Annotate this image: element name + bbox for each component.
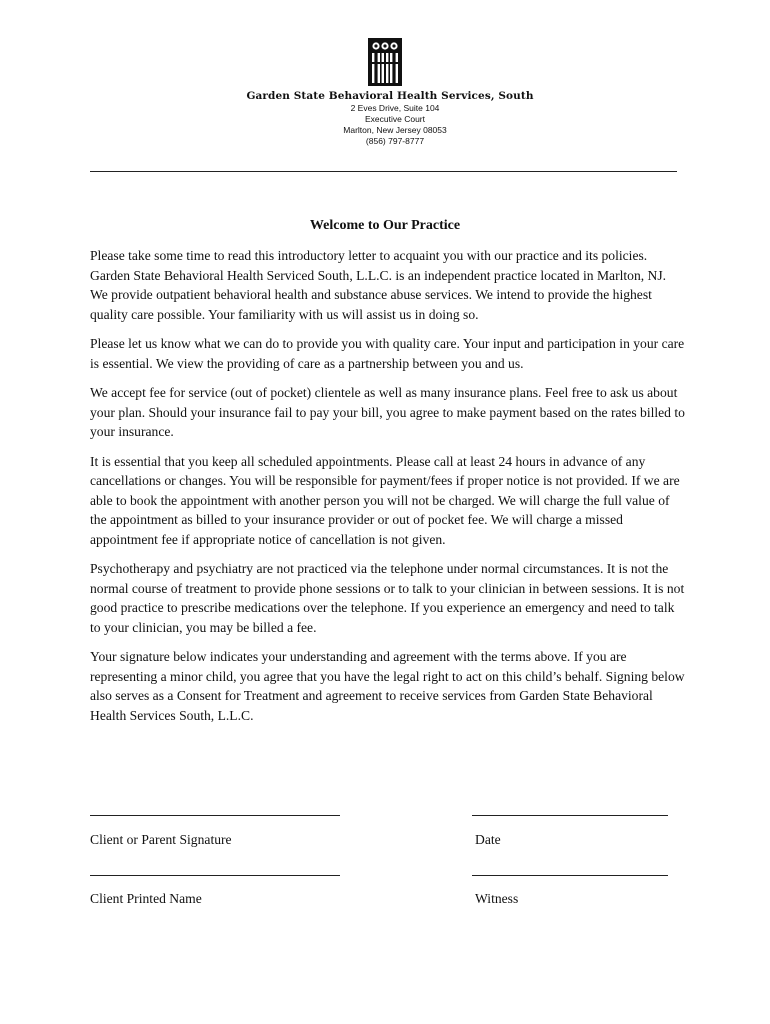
client-signature-label: Client or Parent Signature: [90, 832, 232, 847]
witness-line[interactable]: [472, 875, 668, 876]
printed-name-line[interactable]: [90, 875, 340, 876]
address-line: Executive Court: [365, 114, 425, 124]
paragraph: Your signature below indicates your understanding and agreement with the terms above. If you are representing a minor child, you agree that you have the legal right to act on this child’s behalf. Signing below also serves as a Consent for Treatment and agreement to receive services from Garden State Behavioral Health Services South, L.L.C.: [90, 649, 685, 723]
date-label: Date: [475, 832, 501, 847]
header-divider: [90, 171, 677, 172]
paragraph: Psychotherapy and psychiatry are not practiced via the telephone under normal circumstances. It is not the normal course of treatment to provide phone sessions or to talk to your clinician in between sessions. It is not good practice to prescribe medications over the telephone. If you experience an emergency and need to talk to your clinician, you may be billed a fee.: [90, 561, 685, 635]
page-title: Welcome to Our Practice: [309, 218, 461, 233]
org-name: Garden State Behavioral Health Services, South: [246, 90, 534, 102]
letter-body: [90, 246, 686, 735]
paragraph: Please let us know what we can do to provide you with quality care. Your input and participation in your care is essential. We view the providing of care as a partnership between you and us.: [90, 336, 685, 371]
witness-label: Witness: [475, 891, 519, 906]
letterhead: [0, 38, 770, 147]
phone-number: (856) 797-8777: [365, 136, 425, 146]
paragraph: Please take some time to read this introductory letter to acquaint you with our practice and its policies. Garden State Behavioral Health Serviced South, L.L.C. is an independent practice located in Marlton, NJ. We provide outpatient behavioral health and substance abuse services. We intend to provide the highest quality care possible. Your familiarity with us will assist us in doing so.: [90, 248, 667, 322]
date-line[interactable]: [472, 815, 668, 816]
client-signature-line[interactable]: [90, 815, 340, 816]
address-line: Marlton, New Jersey 08053: [343, 125, 447, 135]
paragraph: We accept fee for service (out of pocket) clientele as well as many insurance plans. Feel free to ask us about your plan. Should your insurance fail to pay your bill, you agree to make payment based on the rates billed to your insurance.: [90, 385, 685, 439]
people-logo-icon: [368, 38, 402, 86]
address-line: 2 Eves Drive, Suite 104: [350, 103, 440, 113]
printed-name-label: Client Printed Name: [90, 891, 202, 906]
paragraph: It is essential that you keep all scheduled appointments. Please call at least 24 hours in advance of any cancellations or changes. You will be responsible for payment/fees if proper notice is not provided. If we are able to book the appointment with another person you will not be charged. We will charge the full value of the appointment as billed to your insurance provider or out of pocket fee. We will charge a missed appointment fee if appropriate notice of cancellation is not given.: [90, 453, 680, 547]
